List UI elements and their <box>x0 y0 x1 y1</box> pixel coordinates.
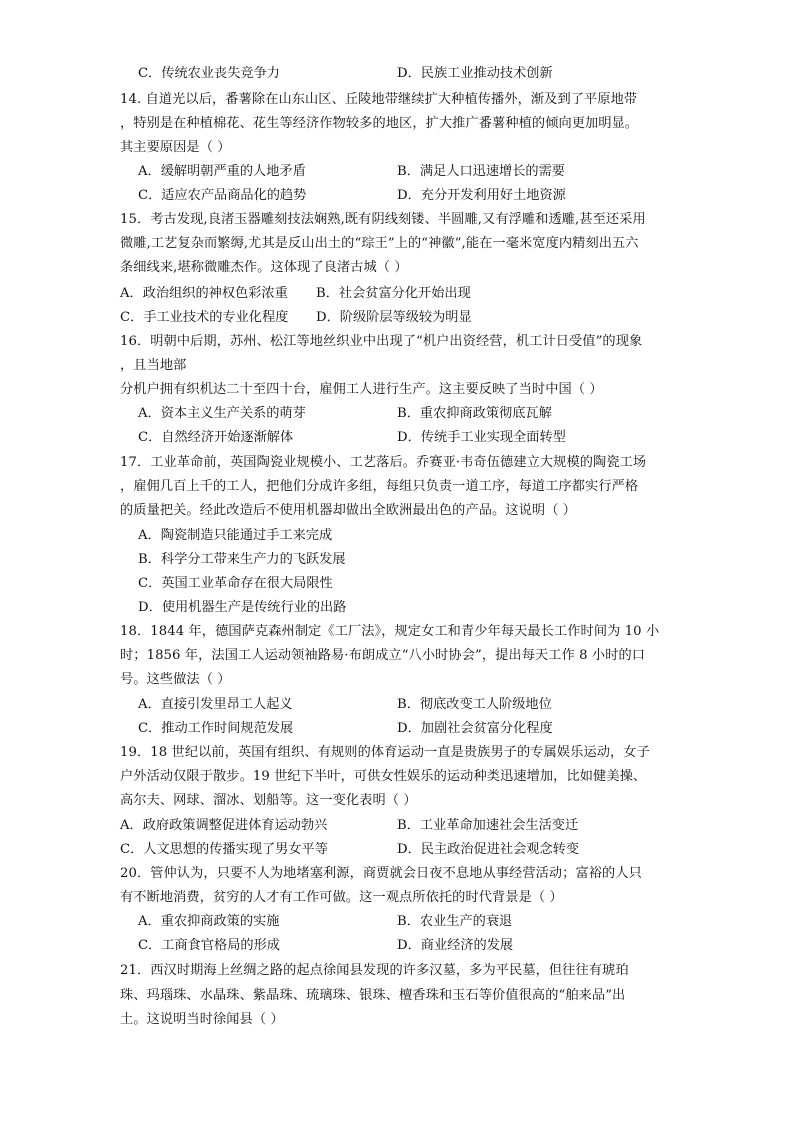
option-d: D．民族工业推动技术创新 <box>397 66 553 81</box>
option-b: B．满足人口迅速增长的需要 <box>397 164 565 179</box>
option-c: C．工商食官格局的形成 <box>138 938 280 953</box>
option-b: B．科学分工带来生产力的飞跃发展 <box>138 552 346 567</box>
question-stem-line: 有不断地消费，贫穷的人才有工作可做。这一观点所依托的时代背景是（ ） <box>120 890 563 905</box>
question-stem-line: 号。这些做法（ ） <box>120 672 231 687</box>
option-b: B．社会贫富分化开始出现 <box>316 286 471 301</box>
option-d: D．充分开发利用好土地资源 <box>397 188 566 203</box>
option-a: A．政治组织的神权色彩浓重 <box>120 286 288 301</box>
question-stem-line: 15．考古发现,良渚玉器雕刻技法娴熟,既有阴线刻镂、半圆雕,又有浮雕和透雕,甚至还采用 <box>120 212 646 227</box>
option-a: A．陶瓷制造只能通过手工来完成 <box>138 528 333 543</box>
option-c: C．自然经济开始逐渐解体 <box>138 430 294 445</box>
question-stem-line: ，雇佣几百上千的工人，把他们分成许多组，每组只负责一道工序，每道工序都实行严格 <box>120 479 639 494</box>
option-b: B．彻底改变工人阶级地位 <box>397 697 552 712</box>
question-stem-line: 16．明朝中后期，苏州、松江等地丝织业中出现了“机户出资经营，机工计日受值”的现象 <box>120 334 643 349</box>
question-stem-line: 14. 自道光以后，番薯除在山东山区、丘陵地带继续扩大种植传播外，渐及到了平原地带 <box>120 92 638 107</box>
option-a: A．资本主义生产关系的萌芽 <box>138 406 306 421</box>
question-stem-line: ，且当地部 <box>120 358 187 373</box>
question-stem-line: 18．1844 年，德国萨克森州制定《工厂法》，规定女工和青少年每天最长工作时间为 10 小 <box>120 624 660 639</box>
question-stem-line: ，特别是在种植棉花、花生等经济作物较多的地区，扩大推广番薯种植的倾向更加明显。 <box>120 116 639 131</box>
question-stem-line: 21．西汉时期海上丝绸之路的起点徐闻县发现的许多汉墓，多为平民墓，但往往有琥珀 <box>120 963 629 978</box>
question-stem-line: 20．管仲认为，只要不人为地堵塞利源，商贾就会日夜不息地从事经营活动；富裕的人只 <box>120 866 642 881</box>
option-d: D．商业经济的发展 <box>397 938 514 953</box>
question-stem-line: 时；1856 年，法国工人运动领袖路易·布朗成立“八小时协会”，提出每天工作 8 小时的口 <box>120 648 646 663</box>
question-stem-line: 其主要原因是（ ） <box>120 140 231 155</box>
option-c: C．英国工业革命存在很大局限性 <box>138 576 333 591</box>
question-stem-line: 微雕,工艺复杂而繁缛,尤其是反山出土的“琮王”上的“神徽”,能在一毫米宽度内精刻出五六 <box>120 236 639 251</box>
option-d: D．使用机器生产是传统行业的出路 <box>138 600 347 615</box>
question-stem-line: 19．18 世纪以前，英国有组织、有规则的体育运动一直是贵族男子的专属娱乐运动，女子 <box>120 745 650 760</box>
question-stem-line: 17．工业革命前，英国陶瓷业规模小、工艺落后。乔赛亚·韦奇伍德建立大规模的陶瓷工场 <box>120 455 647 470</box>
option-a: A．政府政策调整促进体育运动勃兴 <box>120 818 328 833</box>
option-c: C．传统农业丧失竞争力 <box>138 66 280 81</box>
option-a: A．缓解明朝严重的人地矛盾 <box>138 164 306 179</box>
question-stem-line: 珠、玛瑙珠、水晶珠、紫晶珠、琉璃珠、银珠、檀香珠和玉石等价值很高的“舶来品”出 <box>120 988 626 1003</box>
question-stem-line: 的质量把关。经此改造后不使用机器却做出全欧洲最出色的产品。这说明（ ） <box>120 503 577 518</box>
question-stem-line: 高尔夫、网球、溜冰、划船等。这一变化表明（ ） <box>120 793 417 808</box>
option-a: A．重农抑商政策的实施 <box>138 914 280 929</box>
option-a: A．直接引发里昂工人起义 <box>138 697 293 712</box>
option-d: D．民主政治促进社会观念转变 <box>397 842 580 857</box>
question-stem-line: 条细线来,堪称微雕杰作。这体现了良渚古城（ ） <box>120 260 408 275</box>
option-c: C．推动工作时间规范发展 <box>138 721 294 736</box>
question-stem-line: 分机户拥有织机达二十至四十台，雇佣工人进行生产。这主要反映了当时中国（ ） <box>120 382 603 397</box>
option-d: D．阶级阶层等级较为明显 <box>316 310 472 325</box>
question-stem-line: 户外活动仅限于散步。19 世纪下半叶，可供女性娱乐的运动种类迅速增加，比如健美操、 <box>120 769 647 784</box>
option-b: B．重农抑商政策彻底瓦解 <box>397 406 552 421</box>
option-b: B．工业革命加速社会生活变迁 <box>397 818 579 833</box>
option-d: D．传统手工业实现全面转型 <box>397 430 566 445</box>
option-d: D．加剧社会贫富分化程度 <box>397 721 553 736</box>
option-c: C．适应农产品商品化的趋势 <box>138 188 307 203</box>
option-c: C．人文思想的传播实现了男女平等 <box>120 842 328 857</box>
option-c: C．手工业技术的专业化程度 <box>120 310 289 325</box>
question-stem-line: 土。这说明当时徐闻县（ ） <box>120 1012 284 1027</box>
option-b: B．农业生产的衰退 <box>397 914 513 929</box>
